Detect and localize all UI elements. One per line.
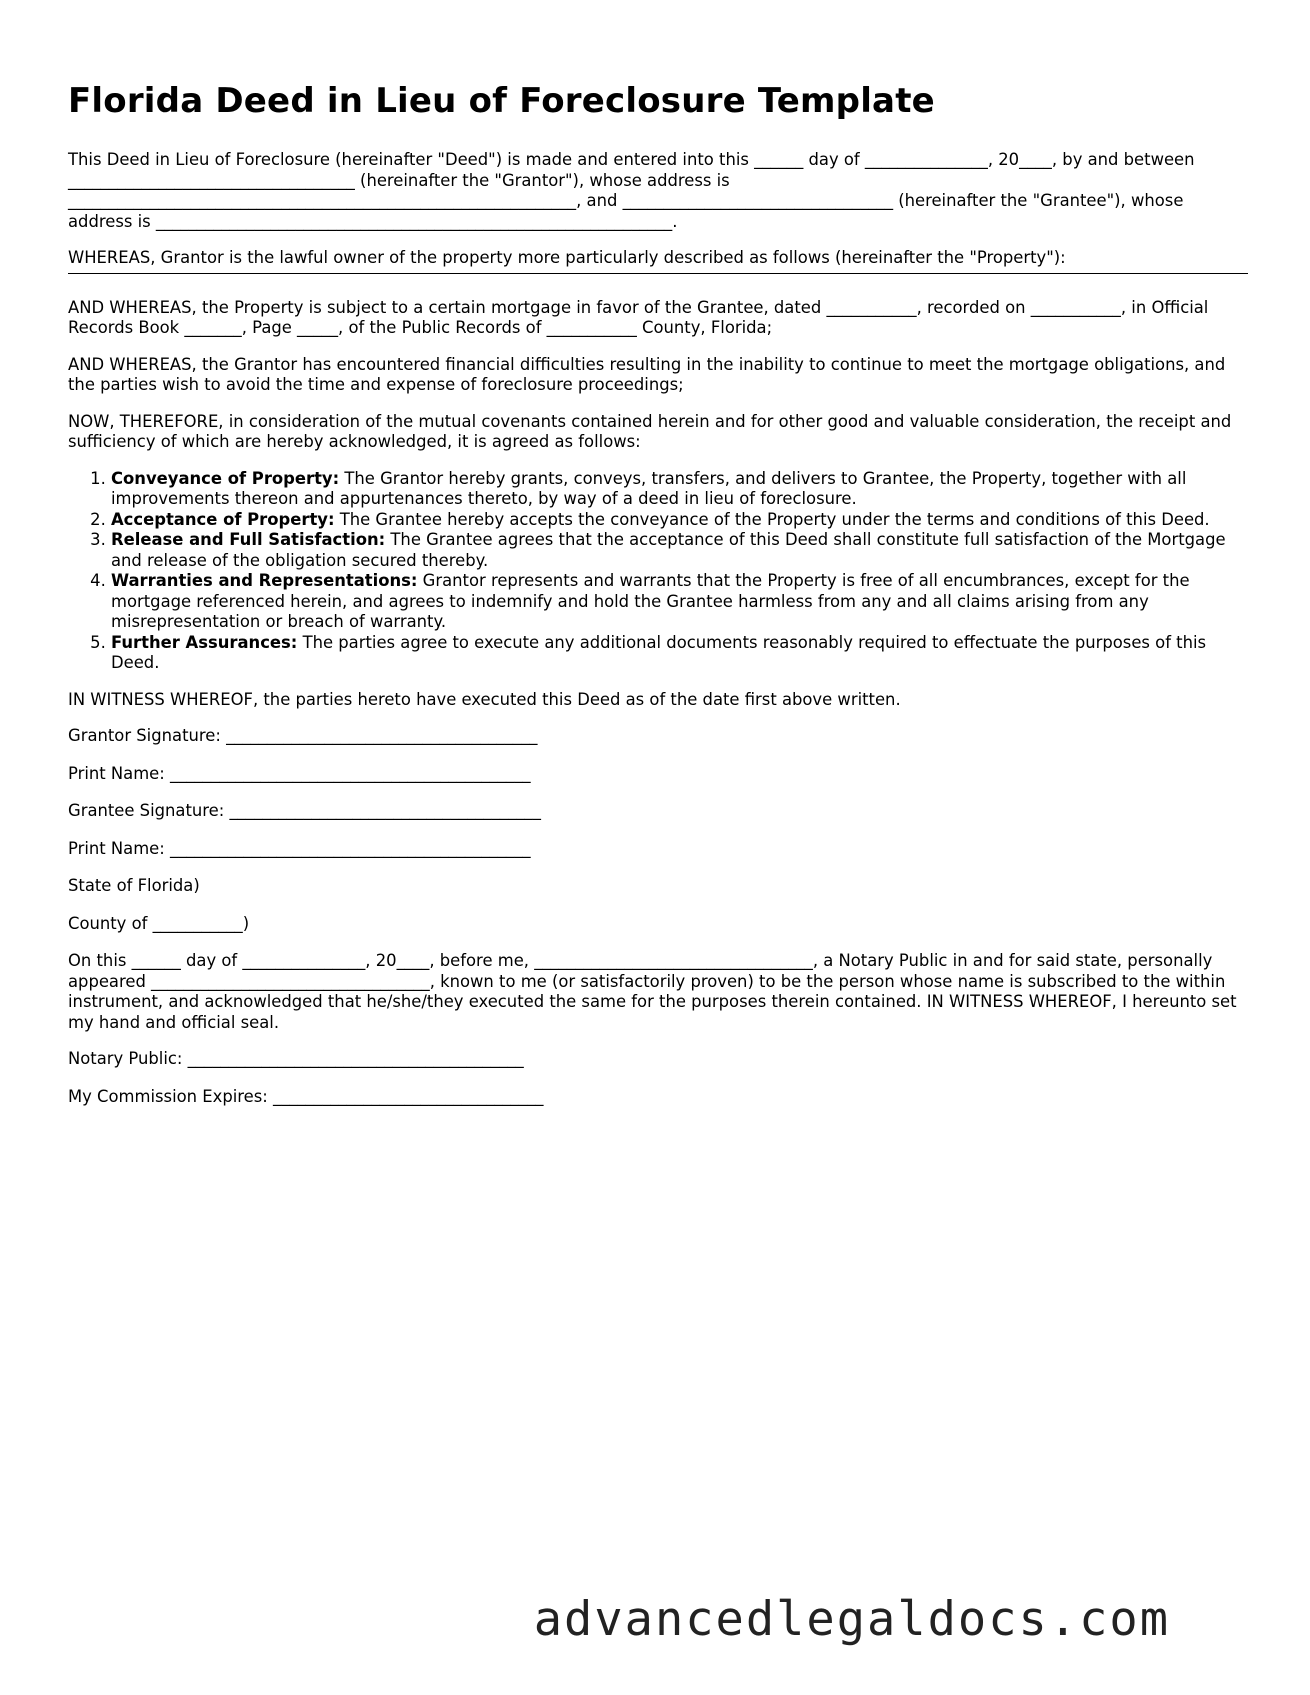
term-text: The Grantee agrees that the acceptance of this Deed shall constitute full satisfaction of the Mortgage and release of the obligation secured thereby. xyxy=(111,530,1226,570)
term-item xyxy=(111,469,1248,510)
term-item xyxy=(111,571,1248,633)
term-heading: Conveyance of Property: xyxy=(111,468,340,488)
now-therefore: NOW, THEREFORE, in consideration of the mutual covenants contained herein and for other good and valuable consideration, the receipt and sufficiency of which are hereby acknowledged, it is agreed as follows: xyxy=(68,411,1232,451)
term-text: Grantor represents and warrants that the Property is free of all encumbrances, except for the mortgage referenced herein, and agrees to indemnify and hold the Grantee harmless from any and all claims arising from any misrepresentation or breach of warranty. xyxy=(111,571,1190,631)
notary-public-line: Notary Public: _________________________________________ xyxy=(68,1049,524,1068)
document xyxy=(68,80,1248,1124)
notary-acknowledgment: On this ______ day of _______________, 20____, before me, __________________________________, a Notary Public in and for said state, personally appeared __________________________________, known to me (or satisfactorily proven) to be the person whose name is subscribed to the within instrument, and acknowledged that he/she/they executed the same for the purposes therein contained. IN WITNESS WHEREOF, I hereunto set my hand and official seal. xyxy=(68,951,1237,1032)
term-text: The Grantee hereby accepts the conveyance of the Property under the terms and conditions of this Deed. xyxy=(334,509,1210,529)
term-item xyxy=(111,530,1248,571)
grantee-signature-line: Grantee Signature: ______________________________________ xyxy=(68,801,541,820)
term-text: The Grantor hereby grants, conveys, transfers, and delivers to Grantee, the Property, together with all improvements thereon and appurtenances thereto, by way of a deed in lieu of foreclosure. xyxy=(111,468,1187,508)
grantor-signature-line: Grantor Signature: ______________________________________ xyxy=(68,726,538,745)
grantor-print-name-line: Print Name: ____________________________________________ xyxy=(68,763,531,783)
term-heading: Further Assurances: xyxy=(111,632,298,652)
site-watermark: advancedlegaldocs.com xyxy=(533,1592,1170,1647)
whereas-property: WHEREAS, Grantor is the lawful owner of the property more particularly described as follows (hereinafter the "Property"): xyxy=(68,248,1066,267)
whereas-mortgage: AND WHEREAS, the Property is subject to a certain mortgage in favor of the Grantee, dated ___________, recorded on ___________, in Official Records Book _______, Page _____, of the Public Records of ___________ County, Florida; xyxy=(68,297,1209,337)
whereas-difficulties: AND WHEREAS, the Grantor has encountered financial difficulties resulting in the inability to continue to meet the mortgage obligations, and the parties wish to avoid the time and expense of foreclosure proceedings; xyxy=(68,354,1226,394)
property-description-line xyxy=(68,273,1248,274)
county-line: County of ___________) xyxy=(68,913,250,933)
term-item xyxy=(111,510,1248,531)
document-title: Florida Deed in Lieu of Foreclosure Template xyxy=(68,81,935,121)
term-heading: Acceptance of Property: xyxy=(111,509,335,529)
commission-expires-line: My Commission Expires: _________________________________ xyxy=(68,1086,544,1106)
term-heading: Warranties and Representations: xyxy=(111,571,418,590)
term-item xyxy=(111,633,1248,674)
terms-list xyxy=(68,469,1248,674)
term-text: The parties agree to execute any additional documents reasonably required to effectuate the purposes of this Deed. xyxy=(111,632,1207,672)
state-line: State of Florida) xyxy=(68,876,200,895)
grantee-print-name-line: Print Name: ____________________________________________ xyxy=(68,838,531,858)
witness-statement: IN WITNESS WHEREOF, the parties hereto have executed this Deed as of the date first above written. xyxy=(68,689,901,709)
term-heading: Release and Full Satisfaction: xyxy=(111,530,386,549)
intro-paragraph: This Deed in Lieu of Foreclosure (hereinafter "Deed") is made and entered into this ______ day of _______________, 20____, by and between ___________________________________ (hereinafter the "Grantor"), whose address is ______________________________________________________________, and _________________________________ (hereinafter the "Grantee"), whose address is _______________________________________________________________. xyxy=(68,150,1195,231)
